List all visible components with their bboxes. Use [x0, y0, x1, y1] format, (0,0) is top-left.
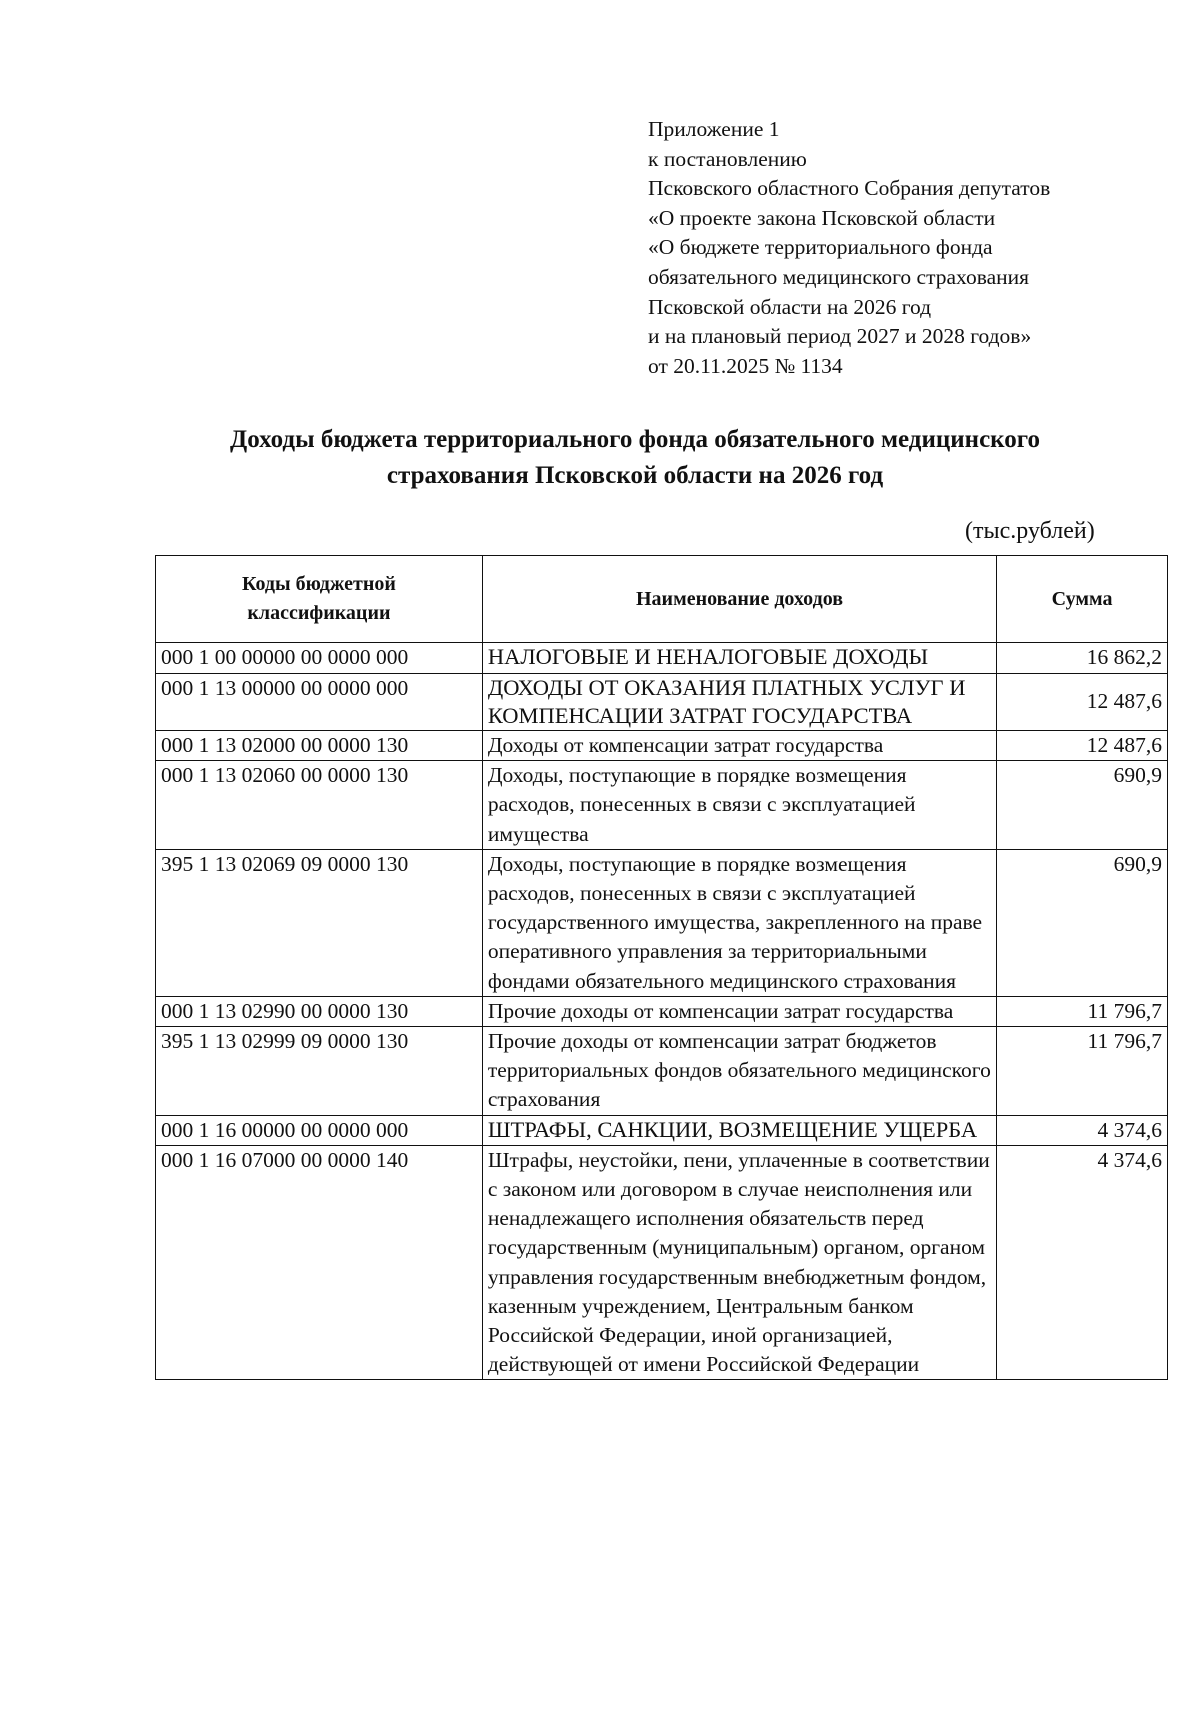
appendix-line: от 20.11.2025 № 1134 — [648, 353, 843, 378]
table-row — [156, 1145, 1168, 1380]
row-name: ДОХОДЫ ОТ ОКАЗАНИЯ ПЛАТНЫХ УСЛУГ И КОМПЕНСАЦИИ ЗАТРАТ ГОСУДАРСТВА — [482, 674, 996, 731]
header-name: Наименование доходов — [482, 556, 996, 643]
table-row — [156, 1115, 1168, 1145]
document-title — [150, 422, 1120, 494]
income-table — [155, 555, 1168, 1380]
row-sum: 11 796,7 — [997, 996, 1168, 1026]
appendix-line: «О проекте закона Псковской области — [648, 205, 996, 230]
table-row — [156, 731, 1168, 761]
appendix-line: к постановлению — [648, 146, 807, 171]
appendix-line: и на плановый период 2027 и 2028 годов» — [648, 324, 1032, 349]
row-code: 000 1 16 00000 00 0000 000 — [156, 1115, 483, 1145]
row-sum: 16 862,2 — [997, 643, 1168, 674]
row-code: 000 1 13 00000 00 0000 000 — [156, 674, 483, 731]
appendix-line: «О бюджете территориального фонда — [648, 235, 993, 260]
header-sum: Сумма — [997, 556, 1168, 643]
row-code: 000 1 13 02990 00 0000 130 — [156, 996, 483, 1026]
row-name: НАЛОГОВЫЕ И НЕНАЛОГОВЫЕ ДОХОДЫ — [482, 643, 996, 674]
appendix-line: Приложение 1 — [648, 117, 780, 141]
appendix-line: обязательного медицинского страхования — [648, 264, 1030, 289]
table-row — [156, 643, 1168, 674]
row-sum: 11 796,7 — [997, 1027, 1168, 1116]
row-name: Штрафы, неустойки, пени, уплаченные в соответствии с законом или договором в случае неисполнения или ненадлежащего исполнения обязательств перед государственным (муниципальным) органом, органом управления государственным внебюджетным фондом, казенным учреждением, Центральным банком Российской Федерации, иной организацией, действующей от имени Российской Федерации — [482, 1145, 996, 1380]
row-sum: 12 487,6 — [997, 674, 1168, 731]
row-name: ШТРАФЫ, САНКЦИИ, ВОЗМЕЩЕНИЕ УЩЕРБА — [482, 1115, 996, 1145]
row-code: 000 1 16 07000 00 0000 140 — [156, 1145, 483, 1380]
appendix-line: Псковского областного Собрания депутатов — [648, 176, 1051, 201]
table-row — [156, 1027, 1168, 1116]
units-label: (тыс.рублей) — [965, 518, 1095, 544]
row-name: Доходы от компенсации затрат государства — [482, 731, 996, 761]
row-sum: 690,9 — [997, 849, 1168, 996]
table-header-row — [156, 556, 1168, 643]
row-code: 000 1 13 02000 00 0000 130 — [156, 731, 483, 761]
row-name: Доходы, поступающие в порядке возмещения расходов, понесенных в связи с эксплуатацией государственного имущества, закрепленного на праве оперативного управления за территориальными фондами обязательного медицинского страхования — [482, 849, 996, 996]
table-row — [156, 849, 1168, 996]
row-name: Доходы, поступающие в порядке возмещения расходов, понесенных в связи с эксплуатацией имущества — [482, 761, 996, 850]
row-code: 000 1 13 02060 00 0000 130 — [156, 761, 483, 850]
title-line-1: Доходы бюджета территориального фонда обязательного медицинского — [230, 426, 1040, 453]
header-code: Коды бюджетной классификации — [156, 556, 483, 643]
row-code: 395 1 13 02069 09 0000 130 — [156, 849, 483, 996]
row-name: Прочие доходы от компенсации затрат бюджетов территориальных фондов обязательного медицинского страхования — [482, 1027, 996, 1116]
row-sum: 4 374,6 — [997, 1115, 1168, 1145]
appendix-line: Псковской области на 2026 год — [648, 294, 932, 319]
table-row — [156, 761, 1168, 850]
table-row — [156, 996, 1168, 1026]
row-sum: 4 374,6 — [997, 1145, 1168, 1380]
row-code: 395 1 13 02999 09 0000 130 — [156, 1027, 483, 1116]
row-sum: 690,9 — [997, 761, 1168, 850]
row-name: Прочие доходы от компенсации затрат государства — [482, 996, 996, 1026]
row-code: 000 1 00 00000 00 0000 000 — [156, 643, 483, 674]
table-row — [156, 674, 1168, 731]
appendix-block — [648, 115, 1050, 381]
row-sum: 12 487,6 — [997, 731, 1168, 761]
title-line-2: страхования Псковской области на 2026 год — [386, 462, 884, 489]
